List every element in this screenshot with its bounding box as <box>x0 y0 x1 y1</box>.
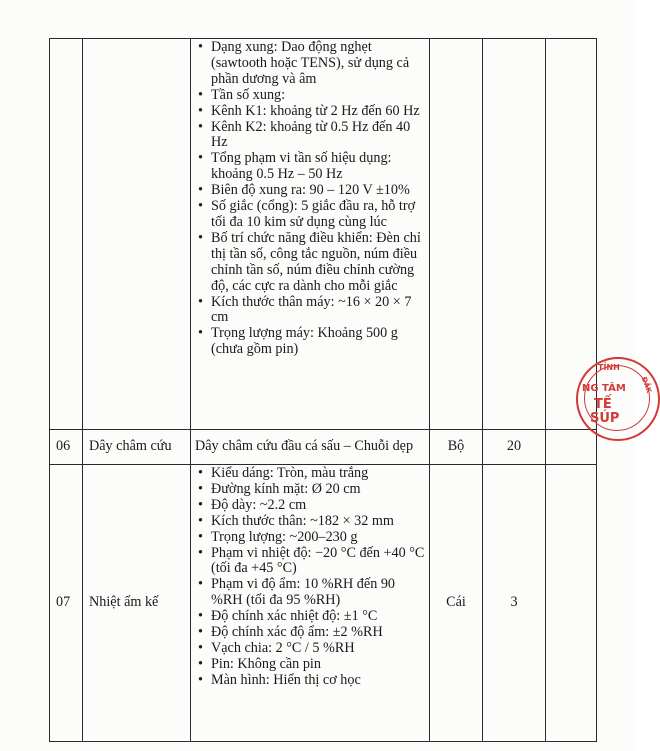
spec-item: • Phạm vi nhiệt độ: −20 °C đến +40 °C (tối đa +45 °C) <box>211 546 425 578</box>
stt-cell <box>50 39 83 430</box>
spec-item: • Biên độ xung ra: 90 – 120 V ±10% <box>211 183 425 199</box>
spec-item: • Kênh K2: khoảng từ 0.5 Hz đến 40 Hz <box>211 120 425 152</box>
qty-cell: 3 <box>483 465 546 742</box>
spec-item: • Kích thước thân: ~182 × 32 mm <box>211 514 425 530</box>
spec-item: • Pin: Không cần pin <box>211 657 425 673</box>
spec-item: • Kích thước thân máy: ~16 × 20 × 7 cm <box>211 295 425 327</box>
spec-item: • Vạch chia: 2 °C / 5 %RH <box>211 641 425 657</box>
unit-cell: Bộ <box>430 430 483 465</box>
stt-cell: 07 <box>50 465 83 742</box>
spec-item: • Kênh K1: khoảng từ 2 Hz đến 60 Hz <box>211 104 425 120</box>
stt-cell: 06 <box>50 430 83 465</box>
spec-item: • Bố trí chức năng điều khiển: Đèn chỉ thị tần số, công tắc nguồn, núm điều chỉnh tần số, núm điều chỉnh cường độ, các cực ra dành cho mỗi giắc <box>211 231 425 295</box>
spec-item: • Tổng phạm vi tần số hiệu dụng: khoảng 0.5 Hz – 50 Hz <box>211 151 425 183</box>
spec-item: • Màn hình: Hiển thị cơ học <box>211 673 425 689</box>
unit-cell: Cái <box>430 465 483 742</box>
spec-item: • Độ dày: ~2.2 cm <box>211 498 425 514</box>
name-cell <box>83 39 191 430</box>
table-row-05-continued <box>50 39 597 430</box>
unit-cell <box>430 39 483 430</box>
seal-ring-text: ĐẮK <box>639 375 653 395</box>
seal-text: NG TÂM <box>582 383 626 394</box>
spec-item: • Đường kính mặt: Ø 20 cm <box>211 482 425 498</box>
name-cell: Dây châm cứu <box>83 430 191 465</box>
spec-list <box>191 465 429 690</box>
seal-text: TẾ <box>594 397 612 412</box>
spec-list <box>191 39 429 359</box>
qty-cell: 20 <box>483 430 546 465</box>
spec-item: • Kiểu dáng: Tròn, màu trắng <box>211 466 425 482</box>
spec-item: • Số giắc (cổng): 5 giắc đầu ra, hỗ trợ tối đa 10 kim sử dụng cùng lúc <box>211 199 425 231</box>
spec-cell <box>191 39 430 430</box>
official-seal <box>576 357 660 441</box>
equipment-spec-table <box>49 38 597 742</box>
spec-cell <box>191 430 430 465</box>
spec-cell <box>191 465 430 742</box>
spec-item: • Dạng xung: Dao động nghẹt (sawtooth hoặc TENS), sử dụng cả phần dương và âm <box>211 40 425 88</box>
seal-ring-text: TỈNH <box>598 363 620 372</box>
note-cell <box>546 465 597 742</box>
note-cell <box>546 430 597 465</box>
spec-item: • Độ chính xác nhiệt độ: ±1 °C <box>211 609 425 625</box>
table-row-06 <box>50 430 597 465</box>
spec-item: • Tần số xung: <box>211 88 425 104</box>
spec-text: Dây châm cứu đầu cá sấu – Chuỗi dẹp <box>195 438 414 455</box>
spec-item: • Phạm vi độ ẩm: 10 %RH đến 90 %RH (tối đa 95 %RH) <box>211 577 425 609</box>
qty-cell <box>483 39 546 430</box>
seal-text: SÚP <box>590 411 620 426</box>
spec-item: • Trọng lượng: ~200–230 g <box>211 530 425 546</box>
spec-item: • Độ chính xác độ ẩm: ±2 %RH <box>211 625 425 641</box>
spec-item: • Trọng lượng máy: Khoảng 500 g (chưa gồm pin) <box>211 326 425 358</box>
name-cell: Nhiệt ẩm kế <box>83 465 191 742</box>
table-row-07 <box>50 465 597 742</box>
